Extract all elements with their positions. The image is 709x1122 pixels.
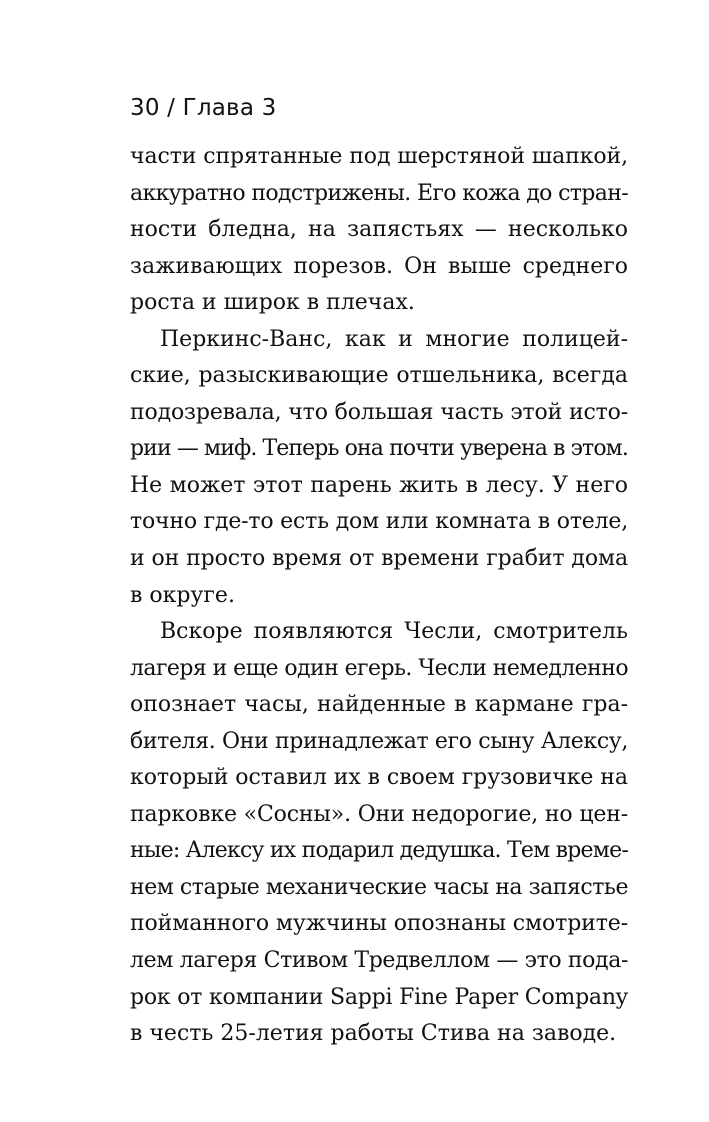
text-line: бителя. Они принадлежат его сыну Алексу,	[130, 728, 628, 754]
text-line: парковке «Сосны». Они недорогие, но цен-	[130, 801, 629, 827]
text-line: аккуратно подстрижены. Его кожа до стран-	[130, 180, 628, 206]
text-line: ные: Алексу их подарил дедушка. Тем време-	[130, 838, 628, 864]
text-line: подозревала, что большая часть этой исто-	[130, 399, 629, 425]
text-line: в честь 25-летия работы Стива на заводе.	[130, 1021, 617, 1047]
text-line: ности бледна, на запястьях — несколько	[130, 217, 628, 243]
text-line: в округе.	[130, 582, 235, 608]
text-line: Вскоре появляются Чесли, смотритель	[160, 619, 628, 645]
text-line: части спрятанные под шерстяной шапкой,	[130, 144, 628, 169]
text-line: лем лагеря Стивом Тредвеллом — это пода-	[130, 948, 629, 974]
text-line: опознает часы, найденные в кармане гра-	[130, 692, 628, 718]
text-line: роста и широк в плечах.	[130, 290, 415, 316]
text-line: Не может этот парень жить в лесу. У него	[130, 472, 628, 498]
text-line: рии — миф. Теперь она почти уверена в этом.	[130, 436, 628, 462]
body-text	[130, 139, 628, 1053]
text-line: ские, разыскивающие отшельника, всегда	[130, 363, 628, 389]
text-line: Перкинс-Ванс, как и многие полицей-	[160, 326, 628, 352]
text-line: лагеря и еще один егерь. Чесли немедленно	[130, 655, 628, 681]
text-line: заживающих порезов. Он выше среднего	[130, 253, 628, 279]
text-line: нем старые механические часы на запястье	[130, 874, 628, 900]
text-line: и он просто время от времени грабит дома	[130, 546, 628, 572]
text-line: рок от компании Sappi Fine Paper Company	[130, 984, 629, 1010]
text-line: который оставил их в своем грузовичке на	[130, 765, 628, 791]
running-header: 30 / Глава 3	[130, 95, 277, 121]
text-line: точно где-то есть дом или комната в отеле,	[130, 509, 628, 535]
text-line: пойманного мужчины опознаны смотрите-	[130, 911, 629, 937]
